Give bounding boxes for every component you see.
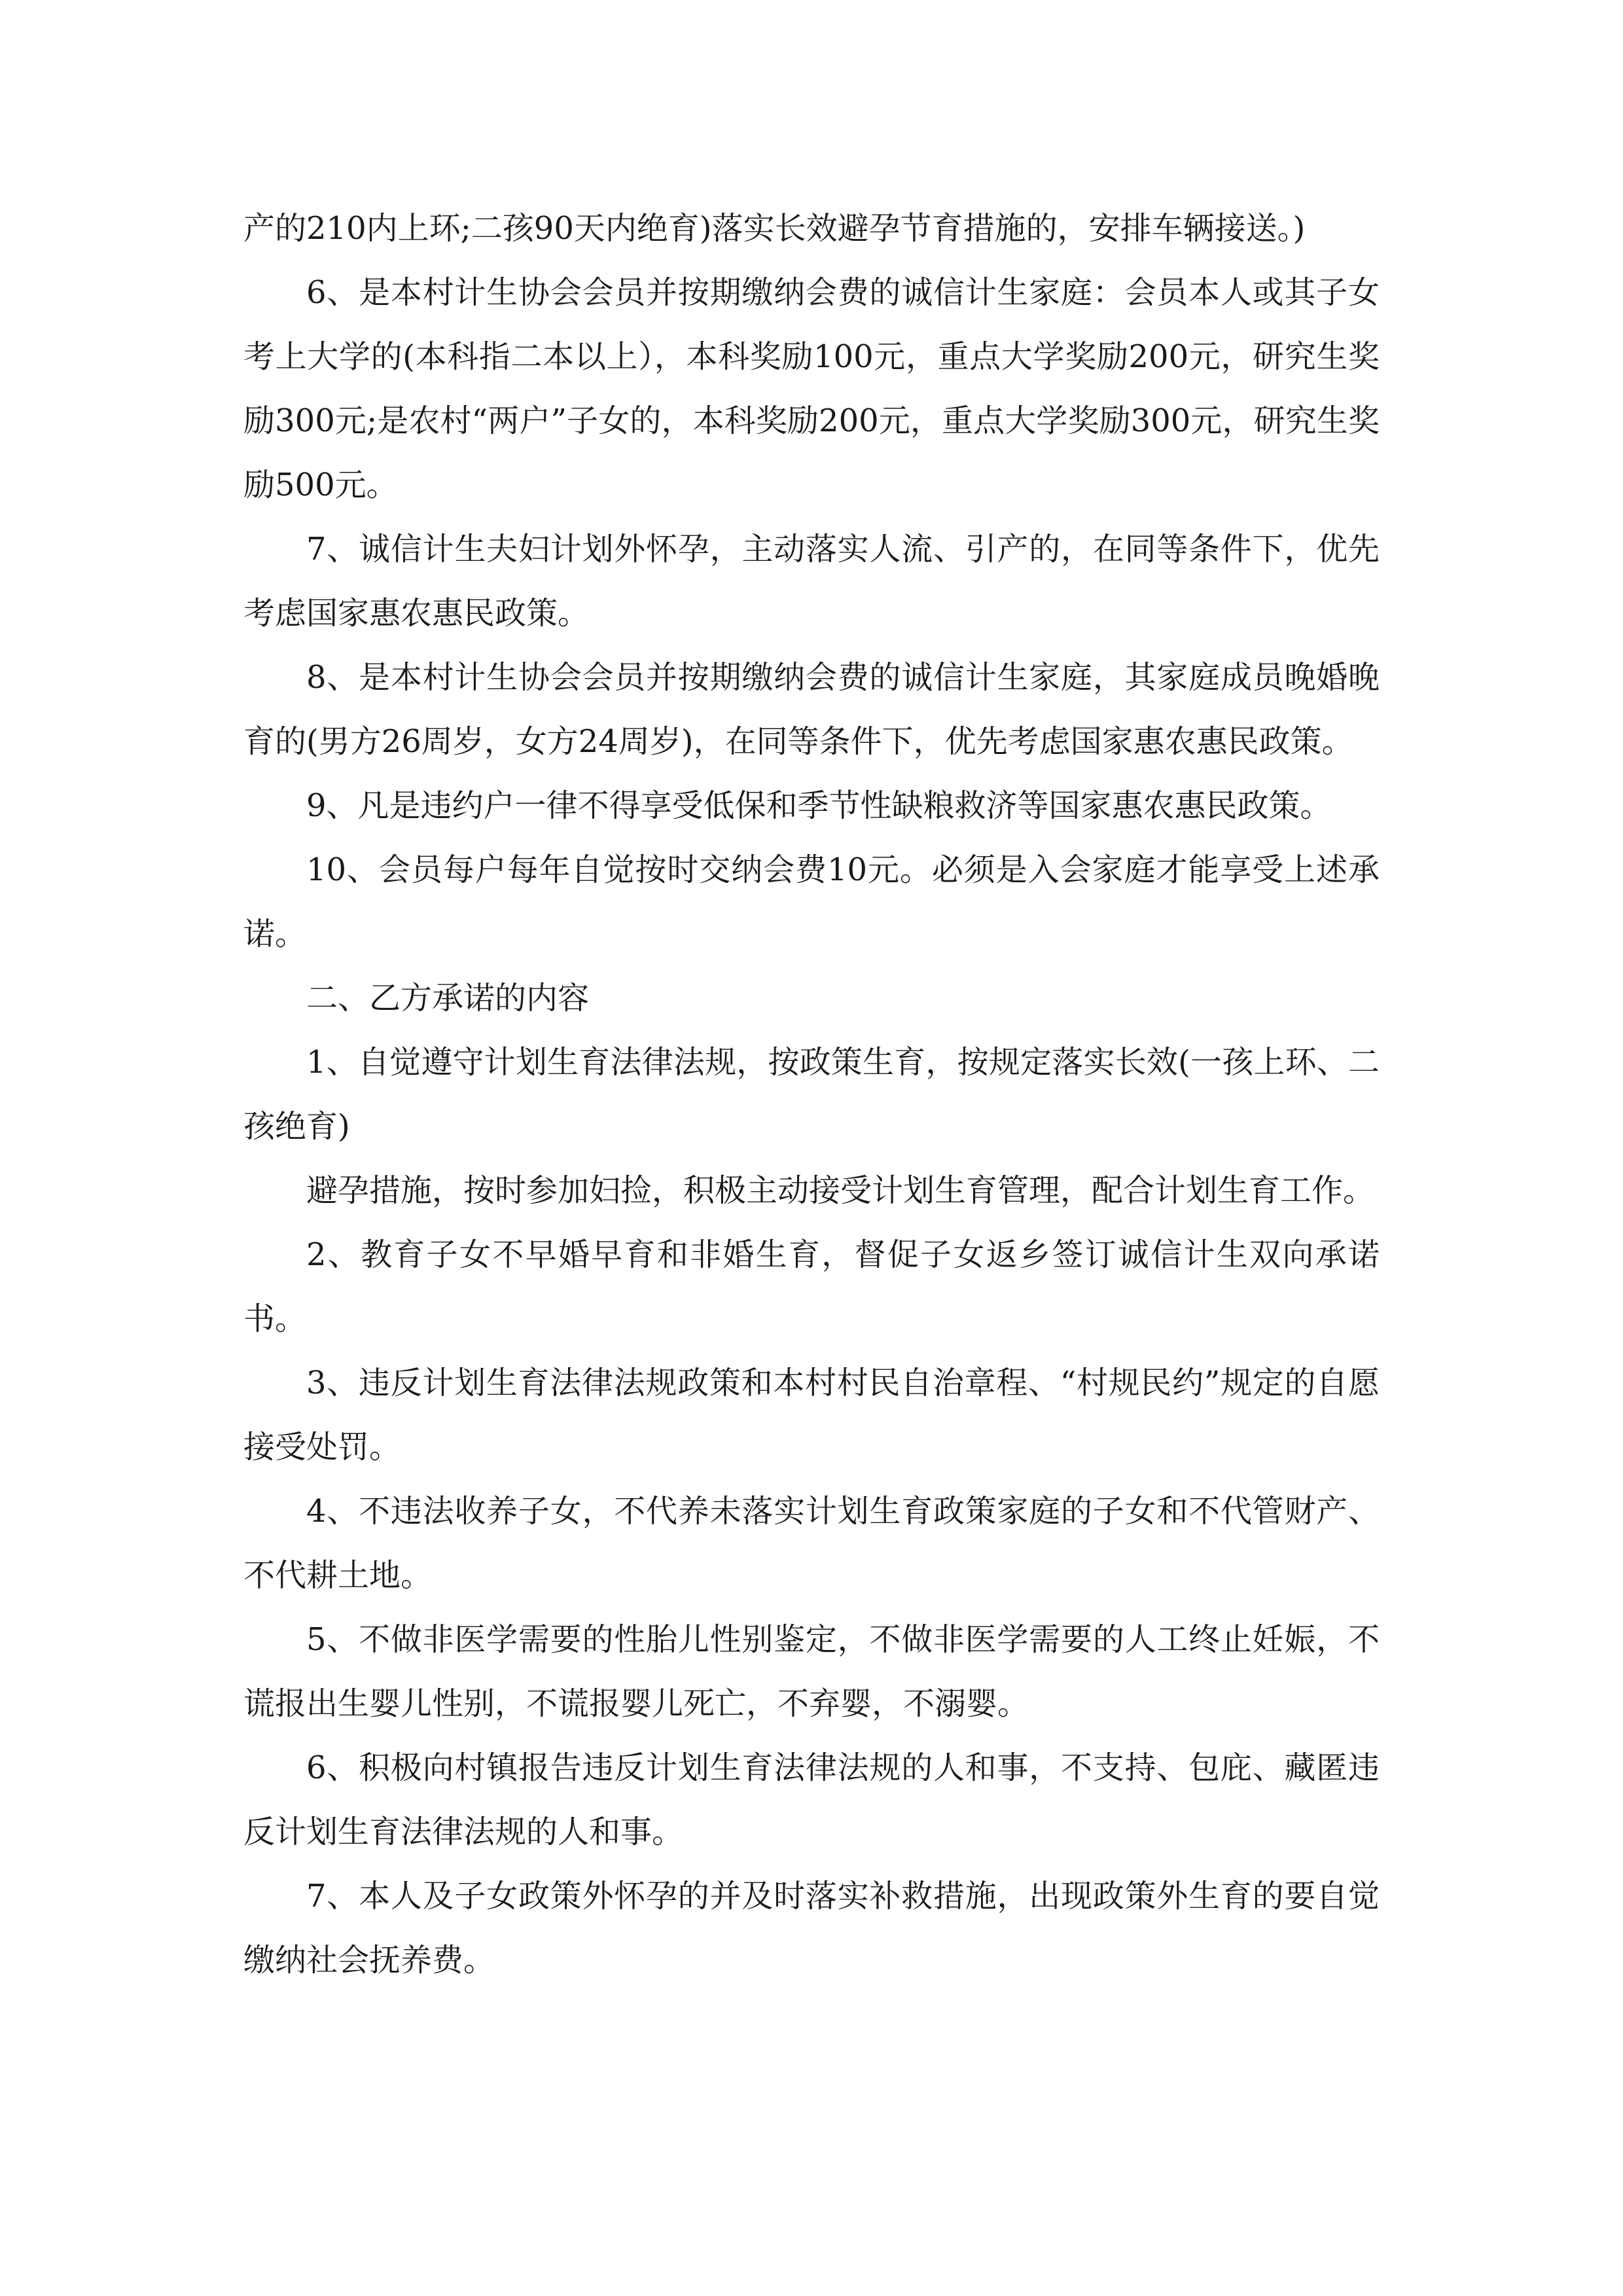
paragraph-b-item-1-cont: 避孕措施，按时参加妇捡，积极主动接受计划生育管理，配合计划生育工作。 <box>306 1172 1375 1209</box>
paragraph-item-9: 9、凡是违约户一律不得享受低保和季节性缺粮救济等国家惠农惠民政策。 <box>306 787 1332 824</box>
paragraph-b-item-5: 5、不做非医学需要的性胎儿性别鉴定，不做非医学需要的人工终止妊娠，不谎报出生婴儿性别，不谎报婴儿死亡，不弃婴，不溺婴。 <box>243 1621 1380 1722</box>
document-body <box>243 196 1380 1992</box>
paragraph-b-item-7: 7、本人及子女政策外怀孕的并及时落实补救措施，出现政策外生育的要自觉缴纳社会抚养费。 <box>243 1878 1380 1979</box>
paragraph-continuation: 产的210内上环;二孩90天内绝育)落实长效避孕节育措施的，安排车辆接送。) <box>243 210 1306 247</box>
paragraph-b-item-3: 3、违反计划生育法律法规政策和本村村民自治章程、“村规民约”规定的自愿接受处罚。 <box>243 1365 1380 1465</box>
paragraph-b-item-6: 6、积极向村镇报告违反计划生育法律法规的人和事，不支持、包庇、藏匿违反计划生育法律法规的人和事。 <box>243 1749 1380 1850</box>
paragraph-item-8: 8、是本村计生协会会员并按期缴纳会费的诚信计生家庭，其家庭成员晚婚晚育的(男方26周岁，女方24周岁)，在同等条件下，优先考虑国家惠农惠民政策。 <box>243 659 1380 760</box>
paragraph-item-6-reward: 6、是本村计生协会会员并按期缴纳会费的诚信计生家庭：会员本人或其子女考上大学的(本科指二本以上），本科奖励100元，重点大学奖励200元，研究生奖励300元;是农村“两户”子女的，本科奖励200元，重点大学奖励300元，研究生奖励500元。 <box>243 274 1380 503</box>
paragraph-b-item-2: 2、教育子女不早婚早育和非婚生育，督促子女返乡签订诚信计生双向承诺书。 <box>243 1236 1380 1337</box>
section-heading-party-b: 二、乙方承诺的内容 <box>306 980 590 1016</box>
paragraph-item-10: 10、会员每户每年自觉按时交纳会费10元。必须是入会家庭才能享受上述承诺。 <box>243 852 1380 952</box>
paragraph-b-item-1: 1、自觉遵守计划生育法律法规，按政策生育，按规定落实长效(一孩上环、二孩绝育) <box>243 1044 1380 1145</box>
paragraph-item-7: 7、诚信计生夫妇计划外怀孕，主动落实人流、引产的，在同等条件下，优先考虑国家惠农惠民政策。 <box>243 531 1380 632</box>
paragraph-b-item-4: 4、不违法收养子女，不代养未落实计划生育政策家庭的子女和不代管财产、不代耕土地。 <box>243 1493 1380 1594</box>
